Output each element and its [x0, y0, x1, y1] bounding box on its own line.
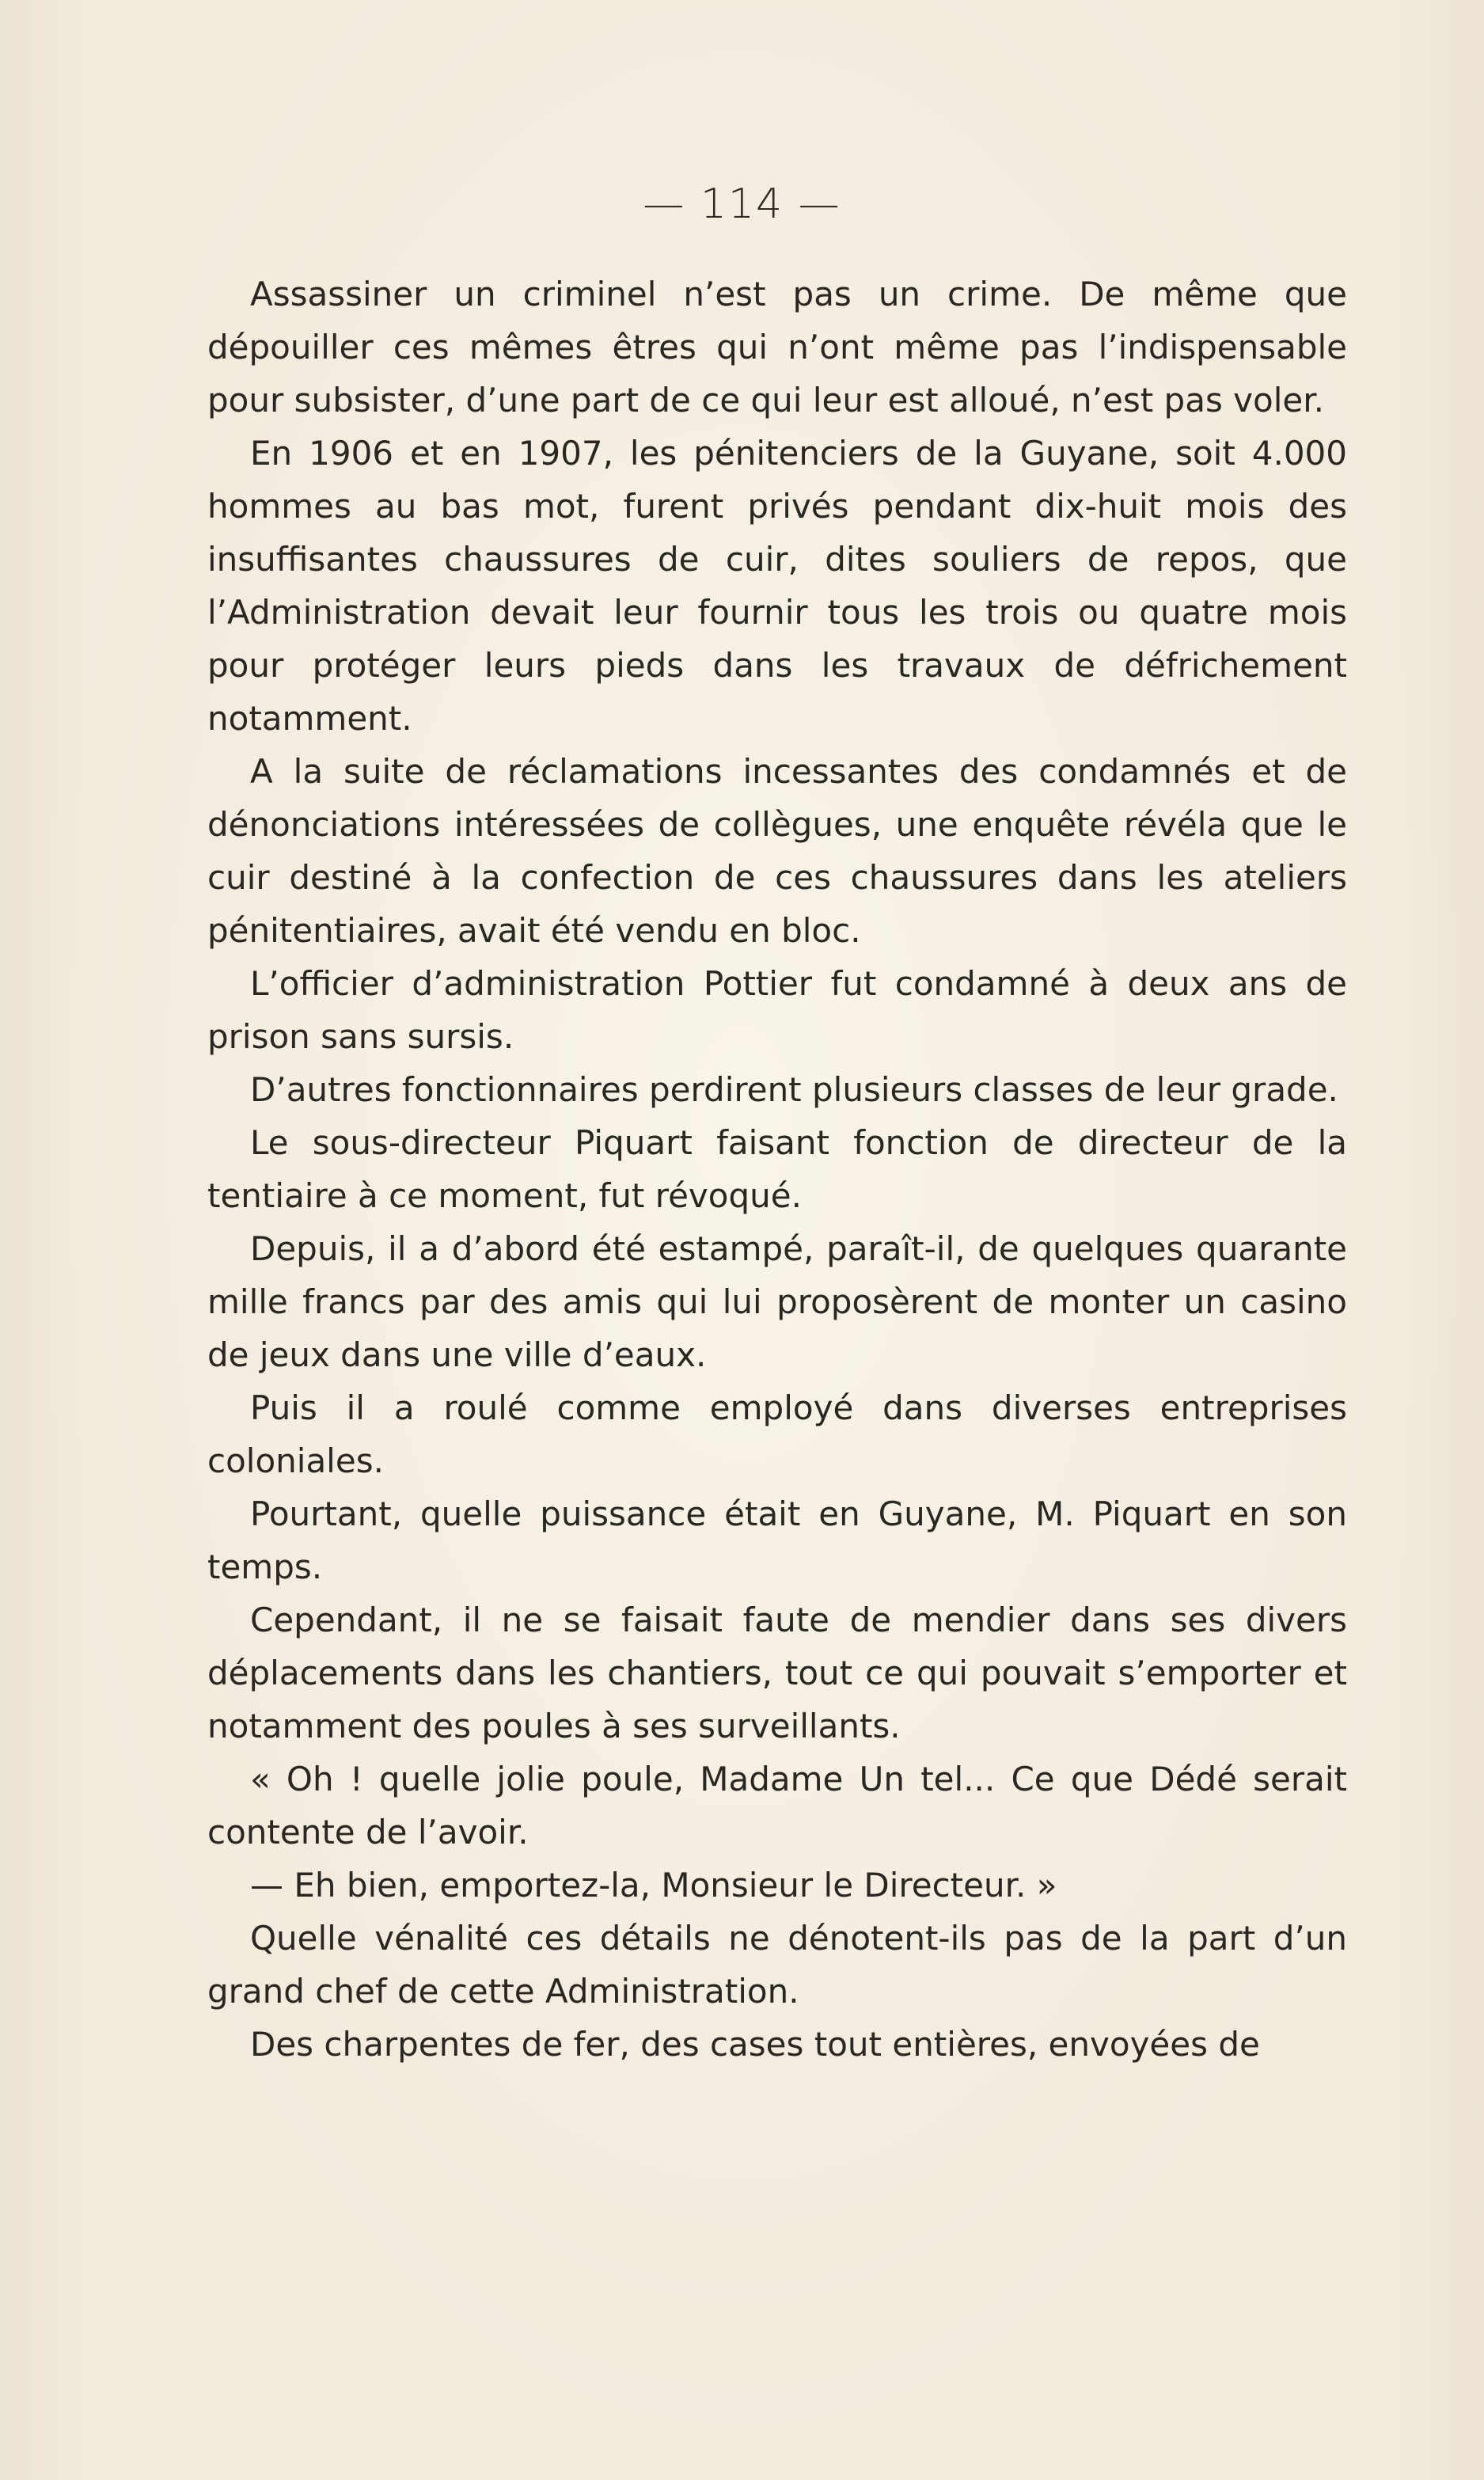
paragraph: Pourtant, quelle puissance était en Guyane, M. Piquart en son temps. [207, 1494, 1347, 1586]
paragraph: « Oh ! quelle jolie poule, Madame Un tel... Ce que Dédé serait contente de l’avoir. [207, 1760, 1347, 1851]
page-number: — 114 — [643, 180, 841, 228]
paragraph: Assassiner un criminel n’est pas un crime. De même que dépouiller ces mêmes êtres qui n’ont même pas l’indispensable pour subsister, d’une part de ce qui leur est alloué, n’est pas voler. [207, 275, 1347, 420]
body-text [207, 268, 1347, 2071]
paragraph: D’autres fonctionnaires perdirent plusieurs classes de leur grade. [250, 1070, 1338, 1109]
paragraph: En 1906 et en 1907, les pénitenciers de la Guyane, soit 4.000 hommes au bas mot, furent privés pendant dix-huit mois des insuffisantes chaussures de cuir, dites souliers de repos, que l’Administration devait leur fournir tous les trois ou quatre mois pour protéger leurs pieds dans les travaux de défrichement notamment. [207, 434, 1347, 738]
paragraph: Des charpentes de fer, des cases tout entières, envoyées de [250, 2025, 1260, 2064]
paragraph: A la suite de réclamations incessantes des condamnés et de dénonciations intéressées de collègues, une enquête révéla que le cuir destiné à la confection de ces chaussures dans les ateliers pénitentiaires, avait été vendu en bloc. [207, 752, 1347, 950]
paragraph: Cependant, il ne se faisait faute de mendier dans ses divers déplacements dans les chantiers, tout ce qui pouvait s’emporter et notamment des poules à ses surveillants. [207, 1601, 1347, 1745]
paragraph: L’officier d’administration Pottier fut condamné à deux ans de prison sans sursis. [207, 964, 1347, 1056]
paragraph: — Eh bien, emportez-la, Monsieur le Directeur. » [250, 1866, 1057, 1905]
paragraph: Quelle vénalité ces détails ne dénotent-ils pas de la part d’un grand chef de cette Administration. [207, 1919, 1347, 2011]
paragraph: Le sous-directeur Piquart faisant fonction de directeur de la tentiaire à ce moment, fut révoqué. [207, 1123, 1347, 1215]
paragraph: Depuis, il a d’abord été estampé, paraît-il, de quelques quarante mille francs par des amis qui lui proposèrent de monter un casino de jeux dans une ville d’eaux. [207, 1229, 1347, 1374]
paragraph: Puis il a roulé comme employé dans diverses entreprises coloniales. [207, 1388, 1347, 1480]
